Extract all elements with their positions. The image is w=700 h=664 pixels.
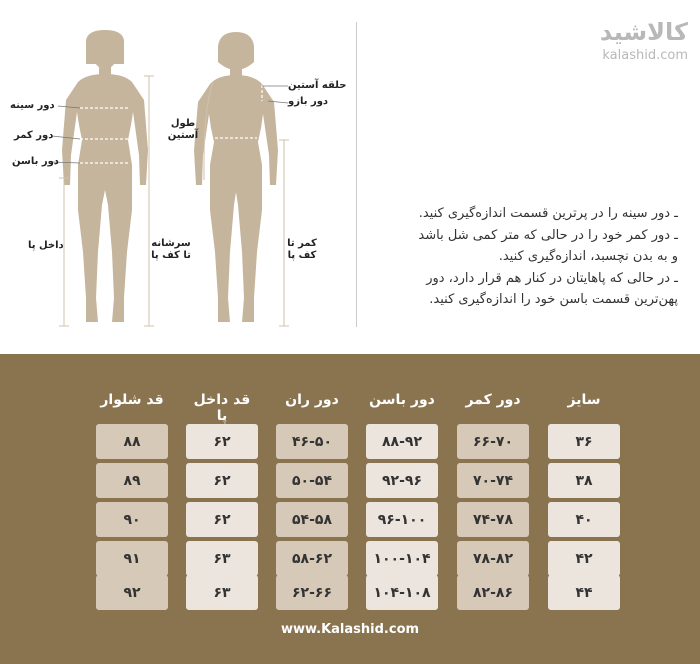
waist-cell: ۸۲-۸۶ bbox=[457, 575, 529, 610]
size-cell: ۳۸ bbox=[548, 463, 620, 498]
instruction-line: ـ در حالی که پاهایتان در کنار هم قرار دارد، دور bbox=[426, 270, 678, 286]
size-cell: ۴۴ bbox=[548, 575, 620, 610]
measurement-instructions bbox=[378, 203, 678, 311]
thigh-cell: ۵۰-۵۴ bbox=[276, 463, 348, 498]
label-waist-to-sole: کمر تا کف پا bbox=[287, 238, 317, 261]
instruction-line: پهن‌ترین قسمت باسن خود را اندازه‌گیری کنید. bbox=[429, 292, 678, 308]
hip-cell: ۹۶-۱۰۰ bbox=[366, 502, 438, 537]
pants-length-cell: ۹۲ bbox=[96, 575, 168, 610]
hip-cell: ۱۰۴-۱۰۸ bbox=[366, 575, 438, 610]
inseam-cell: ۶۳ bbox=[186, 575, 258, 610]
back-figure bbox=[194, 32, 278, 322]
column-size bbox=[548, 392, 620, 414]
column-header: قد شلوار bbox=[100, 392, 164, 408]
column-hip bbox=[366, 392, 438, 414]
waist-cell: ۶۶-۷۰ bbox=[457, 424, 529, 459]
size-cell: ۴۰ bbox=[548, 502, 620, 537]
label-sleeve-length: طول آستین bbox=[167, 118, 199, 141]
pants-length-cell: ۸۸ bbox=[96, 424, 168, 459]
label-waist: دور کمر bbox=[14, 130, 54, 141]
label-chest: دور سینه bbox=[10, 100, 55, 111]
waist-cell: ۷۰-۷۴ bbox=[457, 463, 529, 498]
thigh-cell: ۶۲-۶۶ bbox=[276, 575, 348, 610]
label-inseam: داخل پا bbox=[28, 240, 64, 251]
thigh-cell: ۴۶-۵۰ bbox=[276, 424, 348, 459]
instruction-line: ـ دور سینه را در پرترین قسمت اندازه‌گیری کنید. bbox=[418, 206, 678, 221]
hip-cell: ۱۰۰-۱۰۴ bbox=[366, 541, 438, 576]
label-hip: دور باسن bbox=[12, 156, 59, 167]
label-shoulder-to-sole: سرشانه تا کف پا bbox=[151, 238, 191, 261]
column-header: سایز bbox=[567, 392, 601, 408]
inseam-cell: ۶۳ bbox=[186, 541, 258, 576]
column-pants-length bbox=[96, 392, 168, 414]
pants-length-cell: ۹۰ bbox=[96, 502, 168, 537]
column-header: قد داخل پا bbox=[193, 392, 251, 424]
instruction-line: ـ دور کمر خود را در حالی که متر کمی شل باشد bbox=[418, 227, 678, 243]
pants-length-cell: ۹۱ bbox=[96, 541, 168, 576]
inseam-cell: ۶۲ bbox=[186, 424, 258, 459]
column-header: دور کمر bbox=[465, 392, 521, 408]
thigh-cell: ۵۴-۵۸ bbox=[276, 502, 348, 537]
size-cell: ۳۶ bbox=[548, 424, 620, 459]
waist-cell: ۷۸-۸۲ bbox=[457, 541, 529, 576]
hip-cell: ۹۲-۹۶ bbox=[366, 463, 438, 498]
brand-logo[interactable] bbox=[600, 18, 688, 63]
label-armhole: حلقه آستین bbox=[288, 80, 347, 91]
column-inseam bbox=[186, 392, 258, 424]
logo-text-fa: کالاشید bbox=[599, 18, 688, 46]
instruction-line: و به بدن نچسبد، اندازه‌گیری کنید. bbox=[498, 249, 678, 265]
column-waist bbox=[457, 392, 529, 414]
column-header: دور باسن bbox=[369, 392, 435, 408]
column-thigh bbox=[276, 392, 348, 414]
label-bicep: دور بازو bbox=[288, 96, 329, 107]
website-url[interactable]: www.Kalashid.com bbox=[280, 622, 420, 637]
body-silhouettes-illustration bbox=[0, 0, 356, 354]
pants-length-cell: ۸۹ bbox=[96, 463, 168, 498]
thigh-cell: ۵۸-۶۲ bbox=[276, 541, 348, 576]
vertical-divider bbox=[356, 22, 357, 327]
column-header: دور ران bbox=[285, 392, 339, 408]
front-figure bbox=[62, 30, 148, 322]
inseam-cell: ۶۲ bbox=[186, 502, 258, 537]
inseam-cell: ۶۲ bbox=[186, 463, 258, 498]
waist-cell: ۷۴-۷۸ bbox=[457, 502, 529, 537]
logo-text-en: kalashid.com bbox=[602, 48, 688, 63]
hip-cell: ۸۸-۹۲ bbox=[366, 424, 438, 459]
body-figures bbox=[0, 0, 356, 354]
size-cell: ۴۲ bbox=[548, 541, 620, 576]
